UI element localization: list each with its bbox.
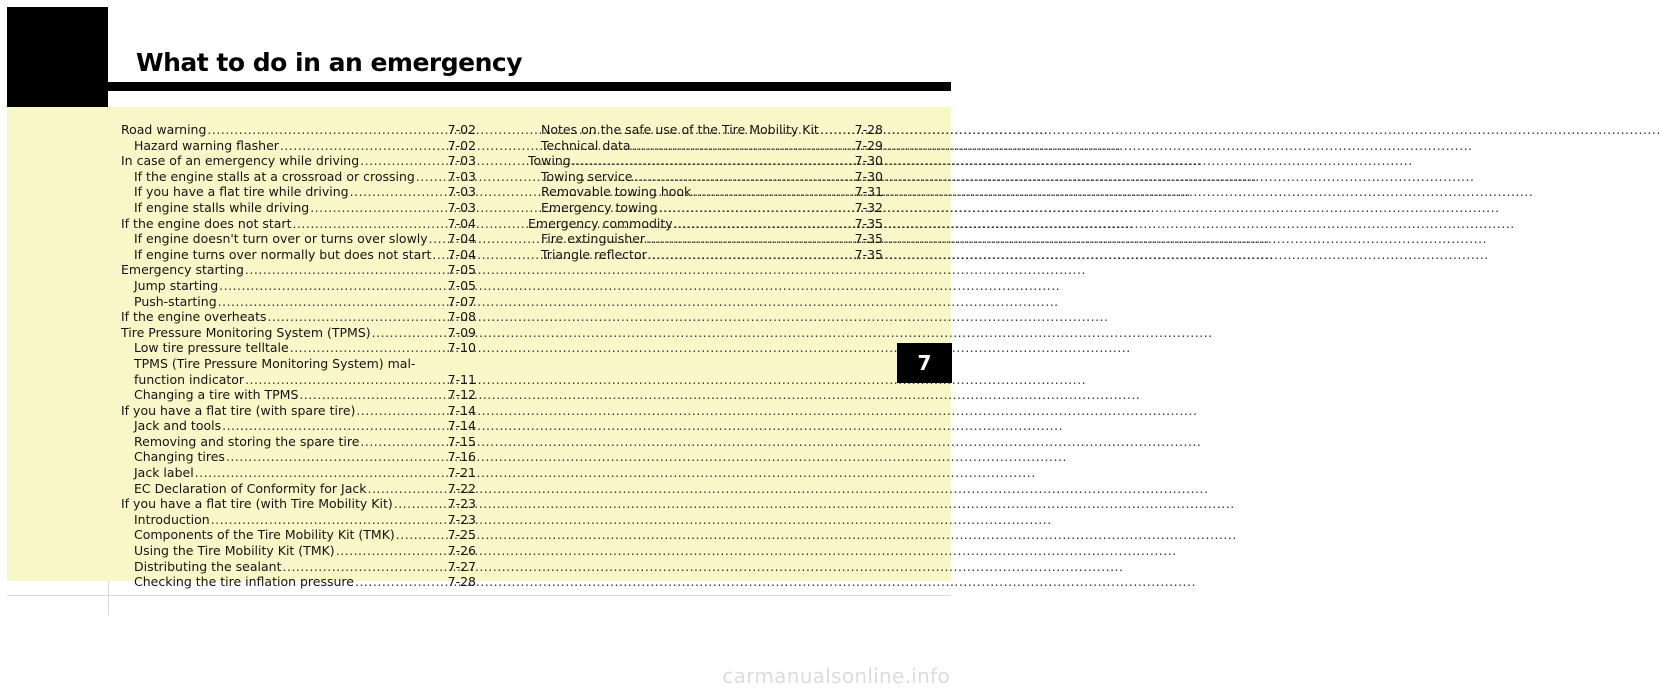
dot-leader — [572, 153, 854, 169]
dot-leader — [432, 247, 446, 263]
title-underline-bar — [108, 82, 951, 91]
toc-entry-title: If you have a flat tire while driving — [134, 184, 349, 200]
dot-leader — [268, 309, 447, 325]
toc-entry-page: 7-32 — [854, 199, 883, 215]
toc-entry-title: Road warning — [121, 122, 207, 137]
toc-entry[interactable] — [121, 231, 476, 247]
toc-entry-page: 7-35 — [854, 246, 883, 262]
dot-leader — [355, 574, 447, 590]
toc-panel — [7, 107, 951, 590]
toc-entry-page: 7-35 — [854, 231, 883, 247]
dot-leader — [350, 184, 447, 200]
dot-leader — [416, 169, 447, 185]
toc-entry-page: 7-03 — [447, 168, 476, 184]
toc-entry[interactable] — [121, 138, 476, 154]
toc-entry-title: Low tire pressure telltale — [134, 340, 289, 356]
toc-entry-page: 7-35 — [854, 215, 883, 231]
page-title: What to do in an emergency — [136, 48, 522, 77]
toc-entry-title: Changing a tire with TPMS — [134, 387, 299, 403]
toc-entry-title: Checking the tire inflation pressure — [134, 574, 354, 590]
toc-entry-title: Removing and storing the spare tire — [134, 433, 360, 449]
toc-entry[interactable] — [121, 309, 476, 325]
toc-entry-title: Emergency towing — [541, 199, 658, 215]
toc-entry-title: Hazard warning flasher — [134, 137, 279, 153]
dot-leader — [218, 294, 447, 310]
corner-block — [7, 7, 108, 107]
toc-entry-title: Changing tires — [134, 449, 225, 465]
toc-entry-page: 7-04 — [447, 231, 476, 247]
toc-entry-title: Introduction — [134, 511, 210, 527]
toc-column-left — [121, 122, 476, 590]
toc-entry[interactable] — [121, 403, 476, 419]
toc-entry-page: 7-28 — [447, 574, 476, 590]
toc-entry-title: function indicator — [134, 371, 245, 387]
toc-entry-title: If the engine stalls at a crossroad or crossing — [134, 168, 415, 184]
toc-entry[interactable] — [528, 247, 883, 263]
dot-leader — [280, 138, 447, 154]
toc-entry-page: 7-29 — [854, 137, 883, 153]
toc-entry-page: 7-05 — [447, 262, 476, 278]
dot-leader — [372, 325, 447, 341]
toc-entry-page: 7-22 — [447, 480, 476, 496]
toc-entry-title: If engine turns over normally but does not start — [134, 246, 432, 262]
toc-entry-page: 7-23 — [447, 511, 476, 527]
toc-entry-page: 7-04 — [447, 215, 476, 231]
toc-entry-page: 7-05 — [447, 277, 476, 293]
toc-entry[interactable] — [121, 512, 476, 528]
toc-entry-page: 7-21 — [447, 465, 476, 481]
toc-entry-page: 7-02 — [447, 122, 476, 137]
toc-entry-page: 7-26 — [447, 543, 476, 559]
toc-entry[interactable] — [528, 122, 883, 138]
dot-leader — [245, 262, 447, 278]
dot-leader — [226, 449, 447, 465]
toc-entry-page: 7-14 — [447, 402, 476, 418]
toc-entry-title: Emergency commodity — [528, 215, 673, 231]
dot-leader — [367, 481, 446, 497]
toc-entry-page: 7-03 — [447, 199, 476, 215]
dot-leader — [207, 122, 446, 138]
dot-leader — [632, 138, 854, 154]
toc-entry-page: 7-03 — [447, 184, 476, 200]
toc-entry-title: If engine doesn't turn over or turns over slowly — [134, 231, 428, 247]
toc-entry-page: 7-03 — [447, 153, 476, 169]
toc-entry-page: 7-02 — [447, 137, 476, 153]
toc-entry-page: 7-23 — [447, 496, 476, 512]
dot-leader — [820, 122, 854, 138]
toc-entry-title: Towing service — [541, 168, 633, 184]
toc-entry[interactable] — [121, 200, 476, 216]
toc-entry[interactable] — [121, 449, 476, 465]
dot-leader — [219, 278, 446, 294]
toc-entry-page: 7-27 — [447, 558, 476, 574]
toc-entry[interactable] — [121, 418, 476, 434]
dot-leader — [336, 543, 447, 559]
dot-leader — [356, 403, 446, 419]
dot-leader — [674, 216, 854, 232]
toc-entry-title: Emergency starting — [121, 262, 244, 278]
toc-entry[interactable] — [528, 138, 883, 154]
toc-entry-title: If you have a flat tire (with Tire Mobility Kit) — [121, 496, 393, 512]
toc-entry-page: 7-07 — [447, 293, 476, 309]
toc-entry-title: Towing — [528, 153, 571, 169]
toc-entry-title: TPMS (Tire Pressure Monitoring System) mal- — [134, 355, 416, 371]
toc-entry-page: 7-08 — [447, 309, 476, 325]
toc-entry-title: Tire Pressure Monitoring System (TPMS) — [121, 324, 371, 340]
toc-entry-title: Using the Tire Mobility Kit (TMK) — [134, 543, 335, 559]
dot-leader — [222, 418, 447, 434]
toc-entry-page: 7-30 — [854, 153, 883, 169]
toc-entry[interactable] — [121, 481, 476, 497]
toc-entry-title: Notes on the safe use of the Tire Mobility Kit — [541, 122, 819, 137]
toc-entry[interactable] — [121, 325, 476, 341]
toc-entry[interactable] — [121, 465, 476, 481]
toc-entry[interactable] — [528, 153, 883, 169]
toc-entry-title: Components of the Tire Mobility Kit (TMK) — [134, 527, 395, 543]
toc-entry-page: 7-14 — [447, 418, 476, 434]
toc-entry[interactable] — [528, 200, 883, 216]
toc-entry[interactable] — [121, 184, 476, 200]
toc-entry-title: Jack and tools — [134, 418, 222, 434]
toc-entry[interactable] — [121, 169, 476, 185]
dot-leader — [299, 387, 446, 403]
dot-leader — [692, 184, 853, 200]
dot-leader — [396, 527, 447, 543]
toc-entry[interactable] — [121, 294, 476, 310]
toc-entry[interactable] — [121, 434, 476, 450]
toc-entry[interactable] — [121, 216, 476, 232]
toc-entry-page: 7-25 — [447, 527, 476, 543]
toc-entry[interactable] — [121, 247, 476, 263]
toc-entry[interactable] — [121, 262, 476, 278]
dot-leader — [292, 216, 446, 232]
toc-entry-title: Distributing the sealant — [134, 558, 282, 574]
toc-entry-title: If you have a flat tire (with spare tire) — [121, 402, 356, 418]
toc-entry-page: 7-30 — [854, 168, 883, 184]
dot-leader — [633, 169, 853, 185]
dot-leader — [646, 231, 854, 247]
toc-entry[interactable] — [528, 169, 883, 185]
dot-leader — [429, 231, 447, 247]
toc-entry[interactable] — [121, 387, 476, 403]
toc-entry[interactable] — [121, 356, 476, 372]
toc-entry-page: 7-28 — [854, 122, 883, 137]
toc-entry-title: Fire extinguisher — [541, 231, 646, 247]
toc-entry[interactable] — [121, 122, 476, 138]
dot-leader — [195, 465, 447, 481]
toc-entry[interactable] — [121, 153, 476, 169]
toc-entry-page: 7-12 — [447, 387, 476, 403]
toc-entry-page: 7-31 — [854, 184, 883, 200]
toc-entry[interactable] — [528, 184, 883, 200]
dot-leader — [283, 559, 447, 575]
toc-entry-title: If the engine overheats — [121, 309, 267, 325]
chapter-tab[interactable] — [897, 343, 952, 383]
toc-entry-title: If engine stalls while driving — [134, 199, 310, 215]
toc-entry-page: 7-09 — [447, 324, 476, 340]
toc-entry[interactable] — [121, 574, 476, 590]
dot-leader — [310, 200, 446, 216]
dot-leader — [245, 372, 447, 388]
toc-entry-title: Jack label — [134, 465, 194, 481]
dot-leader — [290, 340, 447, 356]
toc-entry[interactable] — [121, 340, 476, 356]
footer-vertical-divider — [108, 581, 109, 615]
toc-entry-title: In case of an emergency while driving — [121, 153, 360, 169]
toc-entry-page: 7-04 — [447, 246, 476, 262]
toc-entry-page: 7-10 — [447, 340, 476, 356]
toc-entry-title: Jump starting — [134, 277, 219, 293]
toc-entry-title: If the engine does not start — [121, 215, 292, 231]
toc-entry[interactable] — [121, 496, 476, 512]
toc-entry-title: Removable towing hook — [541, 184, 692, 200]
toc-entry[interactable] — [121, 372, 476, 388]
toc-column-right — [528, 122, 883, 262]
toc-entry[interactable] — [121, 278, 476, 294]
toc-entry[interactable] — [121, 527, 476, 543]
dot-leader — [360, 434, 446, 450]
toc-entry-page: 7-15 — [447, 433, 476, 449]
toc-entry[interactable] — [121, 543, 476, 559]
toc-entry-page: 7-16 — [447, 449, 476, 465]
dot-leader — [211, 512, 447, 528]
toc-entry-title: Push-starting — [134, 293, 217, 309]
watermark-text: carmanualsonline.info — [722, 664, 950, 688]
toc-entry[interactable] — [121, 559, 476, 575]
toc-entry[interactable] — [528, 216, 883, 232]
toc-entry-page: 7-11 — [447, 371, 476, 387]
chapter-number: 7 — [917, 351, 932, 375]
toc-entry-title: Technical data — [541, 137, 631, 153]
toc-entry-title: EC Declaration of Conformity for Jack — [134, 480, 367, 496]
toc-entry[interactable] — [528, 231, 883, 247]
dot-leader — [360, 153, 446, 169]
dot-leader — [394, 496, 447, 512]
dot-leader — [659, 200, 854, 216]
dot-leader — [648, 247, 854, 263]
toc-entry-title: Triangle reflector — [541, 246, 647, 262]
footer-divider — [7, 595, 951, 596]
